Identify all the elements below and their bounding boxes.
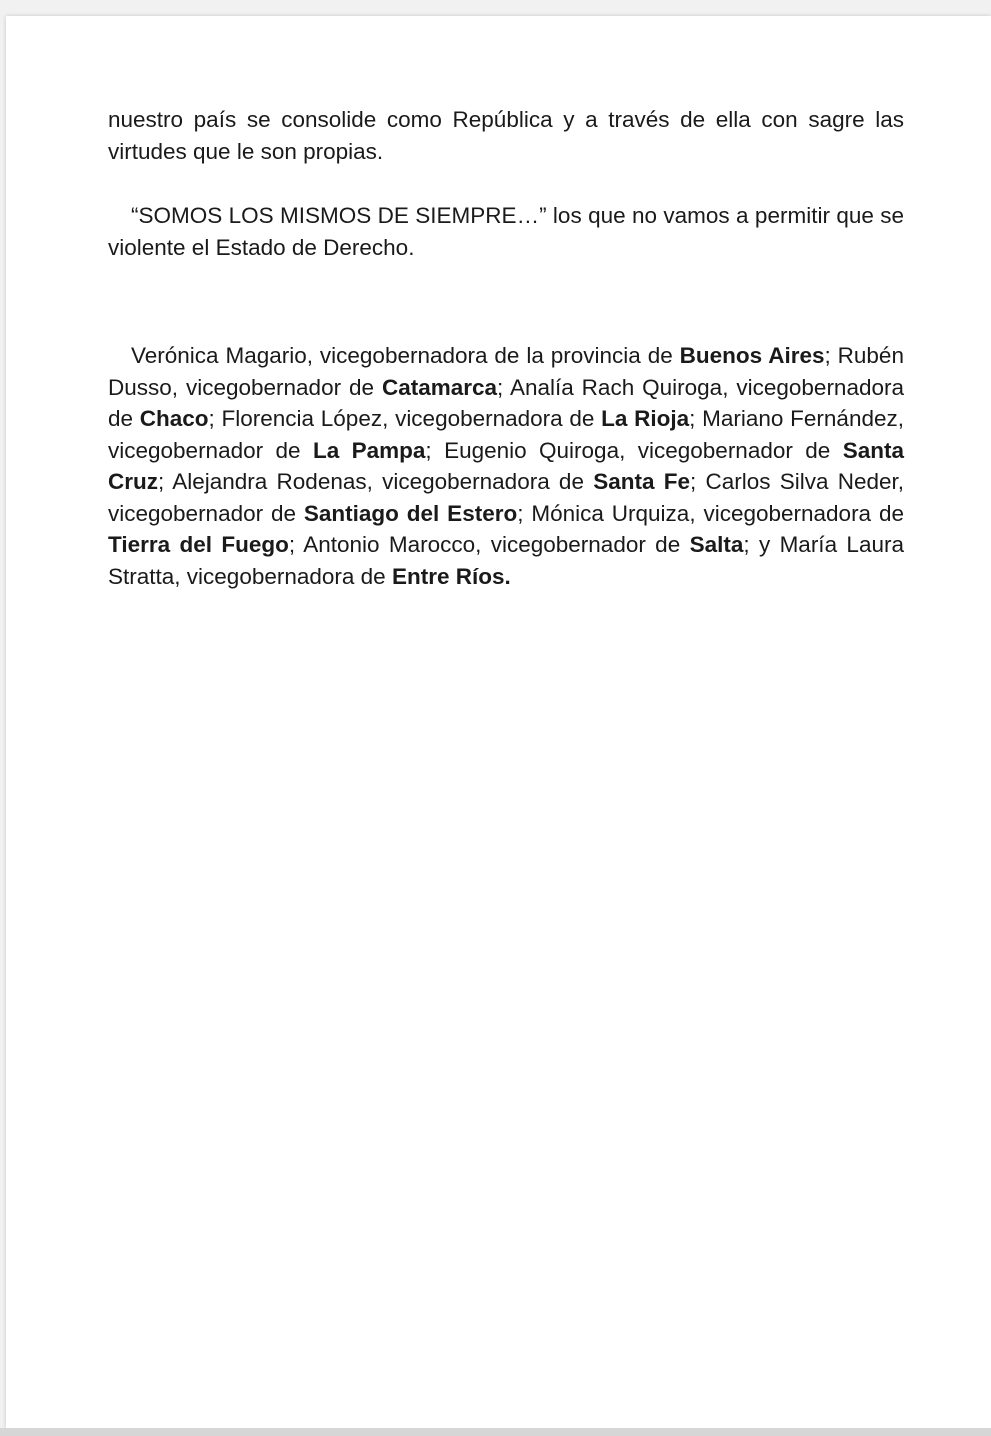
signatory-role: vicegobernadora de (703, 500, 904, 526)
signatory-role: vicegobernadora de (395, 406, 595, 431)
signatory-province: Santa Cruz (108, 437, 904, 494)
signatory-role: vicegobernadora de (108, 374, 904, 431)
signatory: Mónica Urquiza, vicegobernadora de Tierra del Fuego; (108, 500, 904, 557)
signatory-separator: ; (158, 469, 173, 494)
signatory-separator: ; (288, 532, 304, 557)
signatory-name: Antonio Marocco (303, 532, 476, 557)
signatory: Florencia López, vicegobernadora de La Rioja; (221, 406, 703, 431)
signatory-separator: ; (517, 500, 532, 526)
signatory-separator: ; y (743, 532, 780, 557)
signatory-separator: ; (824, 343, 838, 368)
signatory-name: Mariano Fernández (702, 406, 898, 431)
paragraph-intro: nuestro país se consolide como República y a través de ella con sagre las virtudes que le son propias. (108, 107, 904, 164)
signatory-name: María Laura Stratta (108, 532, 904, 589)
signatory: Verónica Magario, vicegobernadora de la provincia de Buenos Aires; (131, 343, 838, 368)
signatory: Mariano Fernández, vicegobernador de La Pampa; (108, 406, 904, 463)
signatory-name: Mónica Urquiza (531, 500, 690, 526)
signatory-role: vicegobernador de (108, 500, 297, 526)
signatory-role: vicegobernador de (490, 532, 681, 557)
signatory-role: vicegobernadora de la provincia de (319, 343, 673, 368)
signatory-name: Rubén Dusso (108, 343, 904, 400)
signatory-separator: ; (689, 406, 703, 431)
signatory: Eugenio Quiroga, vicegobernador de Santa Cruz; (108, 437, 904, 494)
signatory-province: Salta (689, 532, 744, 557)
signatory-role: vicegobernador de (637, 437, 831, 463)
signatory-role: vicegobernador de (108, 437, 301, 463)
signatory-province: Catamarca (381, 374, 498, 400)
paragraph-slogan: “SOMOS LOS MISMOS DE SIEMPRE…” los que no vamos a permitir que se violente el Estado de Derecho. (108, 203, 904, 260)
signatory-province: La Pampa (312, 437, 426, 463)
signatory-name: Analía Rach Quiroga (509, 374, 723, 400)
page-bottom-divider (0, 1428, 991, 1436)
signatory-province: Santa Fe (593, 469, 690, 494)
signatory-separator: ; (208, 406, 222, 431)
signatory: Analía Rach Quiroga, vicegobernadora de Chaco; (108, 374, 904, 431)
signatory-role: vicegobernadora de (382, 469, 584, 494)
signatory: Rubén Dusso, vicegobernador de Catamarca; (108, 343, 904, 400)
signatory-province: Chaco (139, 406, 209, 431)
signatories-paragraph (108, 340, 904, 592)
signatory-role: vicegobernadora de (186, 563, 386, 589)
signatory-province: Entre Ríos. (391, 563, 511, 589)
signatory: María Laura Stratta, vicegobernadora de Entre Ríos. (108, 532, 904, 589)
signatory-separator: ; (497, 374, 510, 400)
document-page (6, 16, 991, 1428)
signatory: Antonio Marocco, vicegobernador de Salta; y (303, 532, 780, 557)
signatory-name: Eugenio Quiroga (444, 437, 620, 463)
signatory: Carlos Silva Neder, vicegobernador de Santiago del Estero; (108, 469, 904, 526)
signatory-name: Verónica Magario (131, 343, 307, 368)
signatory: Alejandra Rodenas, vicegobernadora de Santa Fe; (172, 469, 706, 494)
signatory-province: La Rioja (601, 406, 690, 431)
signatory-province: Buenos Aires (679, 343, 825, 368)
signatory-name: Florencia López (221, 406, 383, 431)
signatory-role: vicegobernador de (185, 374, 375, 400)
signatory-name: Carlos Silva Neder (705, 469, 898, 494)
document-body (108, 104, 904, 592)
signatory-province: Tierra del Fuego (108, 532, 289, 557)
signatory-province: Santiago del Estero (303, 500, 518, 526)
signatory-separator: ; (689, 469, 706, 494)
signatory-name: Alejandra Rodenas (172, 469, 367, 494)
signatory-separator: ; (425, 437, 445, 463)
